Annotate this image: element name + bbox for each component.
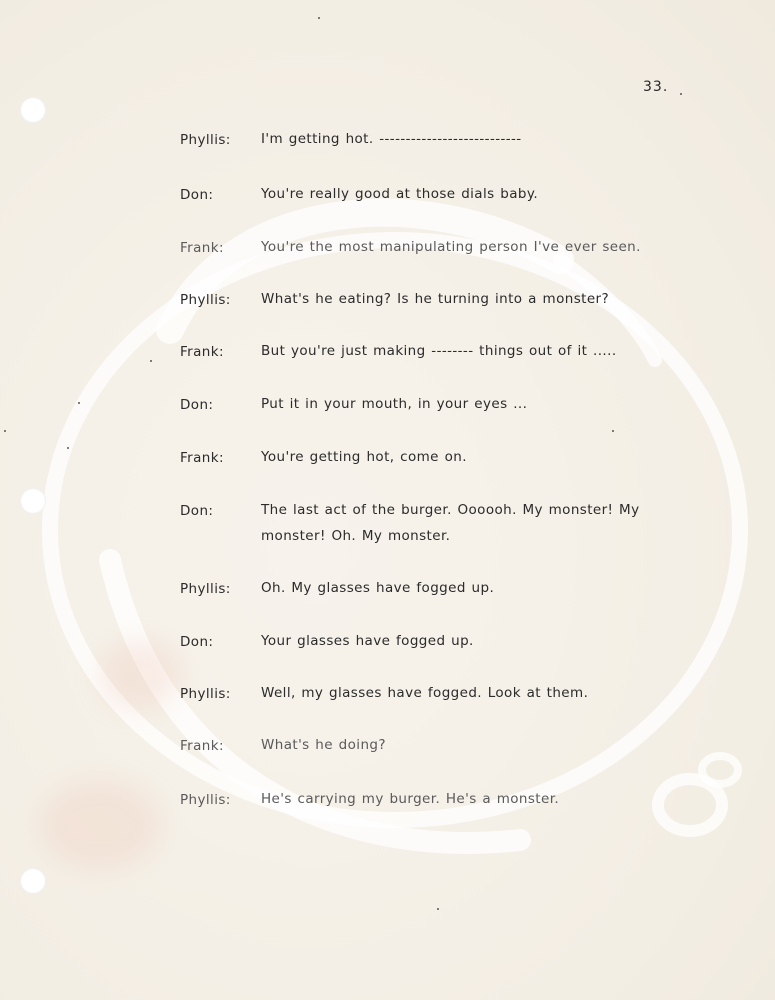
speaker-label: Phyllis: [180,292,231,308]
dialogue-text: Your glasses have fogged up. [261,633,474,649]
speaker-label: Don: [180,397,214,413]
dialogue-line [0,397,775,421]
paper-speck [680,93,682,95]
dialogue-line [0,240,775,264]
dialogue-text: But you're just making -------- things out of it ..... [261,343,617,359]
dialogue-text: I'm getting hot. --------------------------- [261,131,522,147]
paper-speck [4,430,6,432]
speaker-label: Phyllis: [180,792,231,808]
dialogue-line [0,187,775,211]
speaker-label: Phyllis: [180,132,231,148]
paper-speck [67,447,69,449]
dialogue-text: The last act of the burger. Oooooh. My monster! My monster! Oh. My monster. [261,502,640,544]
dialogue-line [0,292,775,316]
speaker-label: Frank: [180,344,224,360]
binder-hole-top [20,97,46,123]
speaker-label: Frank: [180,738,224,754]
dialogue-line [0,581,775,605]
dialogue-text: Well, my glasses have fogged. Look at them. [261,685,589,701]
dialogue-text: What's he eating? Is he turning into a monster? [261,291,610,307]
speaker-label: Don: [180,634,214,650]
paper-speck [612,430,614,432]
dialogue-text: What's he doing? [261,737,386,753]
dialogue-line [0,634,775,658]
speaker-label: Don: [180,187,214,203]
dialogue-text: Oh. My glasses have fogged up. [261,580,495,596]
dialogue-text: Put it in your mouth, in your eyes ... [261,396,528,412]
paper-speck [318,17,320,19]
dialogue-line [0,344,775,368]
page-number: 33. [643,79,669,95]
dialogue-line [0,686,775,710]
dialogue-line [0,738,775,762]
binder-hole-bottom [20,868,46,894]
dialogue-line [0,450,775,474]
dialogue-line [0,792,775,816]
dialogue-text: You're the most manipulating person I've ever seen. [261,239,641,255]
speaker-label: Phyllis: [180,686,231,702]
speaker-label: Frank: [180,240,224,256]
dialogue-text: You're really good at those dials baby. [261,186,539,202]
speaker-label: Don: [180,503,214,519]
dialogue-line [0,132,775,156]
dialogue-text: You're getting hot, come on. [261,449,467,465]
speaker-label: Phyllis: [180,581,231,597]
speaker-label: Frank: [180,450,224,466]
paper-speck [437,908,439,910]
dialogue-line [0,502,775,544]
dialogue-text: He's carrying my burger. He's a monster. [261,791,560,807]
